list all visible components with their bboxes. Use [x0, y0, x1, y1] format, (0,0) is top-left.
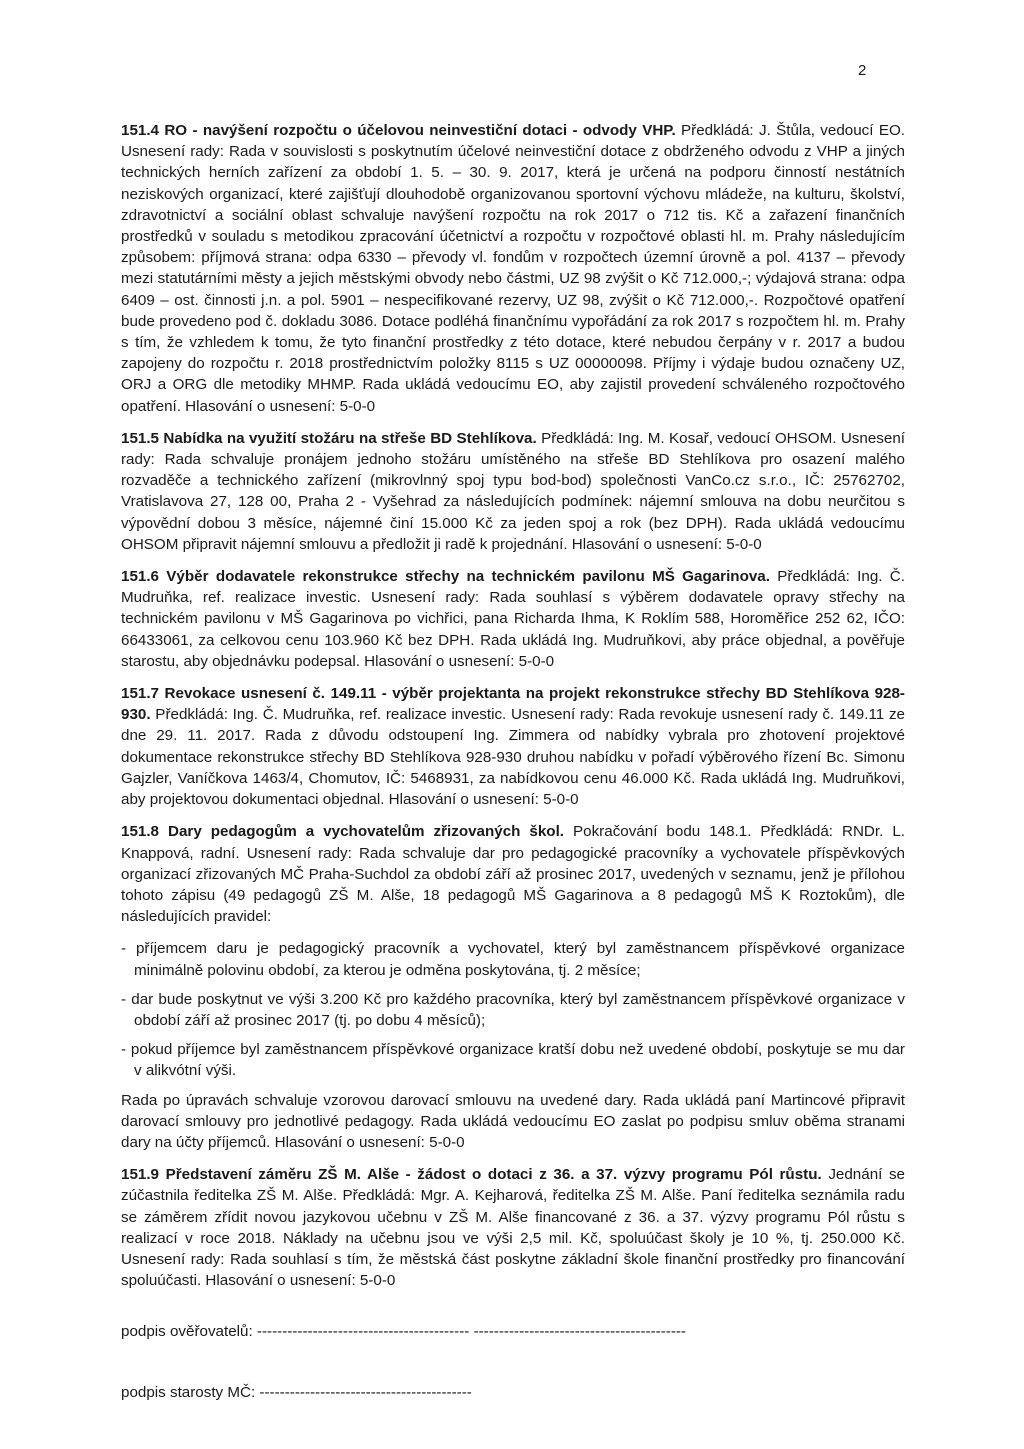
section-heading: 151.6 Výběr dodavatele rekonstrukce střechy na technickém pavilonu MŠ Gagarinova.: [121, 568, 770, 586]
section-body: Předkládá: Ing. Č. Mudruňka, ref. realizace investic. Usnesení rady: Rada revokuje usnesení rady č. 149.11 ze dne 29. 11. 2017. Rada z důvodu odstoupení Ing. Zimmera od nabídky vybrala pro zhotovení projektové dokumentace rekonstrukce střechy BD Stehlíkova 928-930 druhou nabídku v pořadí výběrového řízení Bc. Simonu Gajzler, Vaníčkova 1463/4, Chomutov, IČ: 5468931, za nabídkovou cenu 46.000 Kč. Rada ukládá Ing. Mudruňkovi, aby projektovou dokumentaci objednal. Hlasování o usnesení: 5-0-0: [121, 706, 905, 809]
page-number: 2: [858, 62, 867, 79]
section-heading: 151.4 RO - navýšení rozpočtu o účelovou neinvestiční dotaci - odvody VHP.: [121, 122, 676, 139]
list-item: - příjemcem daru je pedagogický pracovník a vychovatel, který byl zaměstnancem příspěvkové organizace minimálně polovinu období, za kterou je odměna poskytována, tj. 2 měsíce;: [121, 940, 905, 979]
section-body: Předkládá: J. Štůla, vedoucí EO. Usnesení rady: Rada v souvislosti s poskytnutím účelové neinvestiční dotace z obdrženého odvodu z VHP a jiných technických herních zařízení za období 1. 5. – 30. 9. 2017, která je určená na podporu činností nestátních neziskových organizací, které zajišťují dlouhodobě organizovanou sportovní výchovu mládeže, na kulturu, školství, zdravotnictví a sociální oblast schvaluje navýšení rozpočtu na rok 2017 o 712 tis. Kč a zařazení finančních prostředků v souladu s metodikou zpracování účetnictví a rozpočtu v rozpočtové oblasti hl. m. Prahy následujícím způsobem: příjmová strana: odpa 6330 – převody vl. fondům v rozpočtech územní úrovně a pol. 4137 – převody mezi statutárními městy a jejich městskými obvody nebo částmi, UZ 98 zvýšit o Kč 712.000,-; výdajová strana: odpa 6409 – ost. činnosti j.n. a pol. 5901 – nespecifikované rezervy, UZ 98, zvýšit o Kč 712.000,-. Rozpočtové opatření bude provedeno pod č. dokladu 3086. Dotace podléhá finančnímu vypořádání za rok 2017 s rozpočtem hl. m. Prahy s tím, že vzhledem k tomu, že tyto finanční prostředky z této dotace, které nebudou čerpány v r. 2017 a budou zapojeny do rozpočtu r. 2018 prostřednictvím položky 8115 s UZ 00000098. Příjmy i výdaje budou označeny UZ, ORJ a ORG dle metodiky MHMP. Rada ukládá vedoucímu EO, aby zajistil provedení schváleného rozpočtového opatření. Hlasování o usnesení: 5-0-0: [121, 122, 905, 415]
minutes-content: [121, 120, 905, 1302]
section-151-9: [121, 1164, 905, 1291]
section-body: Jednání se zúčastnila ředitelka ZŠ M. Alše. Předkládá: Mgr. A. Kejharová, ředitelka ZŠ M. Alše. Paní ředitelka seznámila radu se záměrem zřídit novou jazykovou učebnu v ZŠ M. Alše financované z 36. a 37. výzvy programu Pól růstu s realizací v roce 2018. Náklady na učebnu jsou ve výši 2,5 mil. Kč, spoluúčast školy je 10 %, tj. 250.000 Kč. Usnesení rady: Rada souhlasí s tím, že městská část poskytne základní škole finanční prostředky pro financování spoluúčasti. Hlasování o usnesení: 5-0-0: [121, 1166, 905, 1290]
section-151-4: [121, 120, 905, 417]
section-151-8-closing: Rada po úpravách schvaluje vzorovou darovací smlouvu na uvedené dary. Rada ukládá paní Martincové připravit darovací smlouvy pro jednotlivé pedagogy. Rada ukládá vedoucímu EO zaslat po podpisu smluv oběma stranami dary na účty příjemců. Hlasování o usnesení: 5-0-0: [121, 1091, 905, 1151]
section-heading: 151.7 Revokace usnesení č. 149.11 - výběr projektanta na projekt rekonstrukce střechy BD Stehlíkova 928-930.: [121, 685, 905, 724]
section-151-5: [121, 428, 905, 555]
section-heading: 151.9 Představení záměru ZŠ M. Alše - žádost o dotaci z 36. a 37. výzvy programu Pól růstu.: [121, 1166, 822, 1184]
section-heading: 151.5 Nabídka na využití stožáru na střeše BD Stehlíkova.: [121, 429, 537, 447]
section-body: Předkládá: Ing. Č. Mudruňka, ref. realizace investic. Usnesení rady: Rada souhlasí s výběrem dodavatele opravy střechy na technickém pavilonu v MŠ Gagarinova po vichřici, pana Richarda Ihma, K Roklím 588, Horoměřice 252 62, IČO: 66433061, za celkovou cenu 103.960 Kč bez DPH. Rada ukládá Ing. Mudruňkovi, aby práce objednal, a pověřuje starostu, aby objednávku podepsal. Hlasování o usnesení: 5-0-0: [121, 568, 905, 670]
section-heading: 151.8 Dary pedagogům a vychovatelům zřizovaných škol.: [121, 823, 565, 841]
verifiers-signature-line: podpis ověřovatelů: ------------------------------------------ ------------------------------------------: [121, 1323, 686, 1340]
list-item: - dar bude poskytnut ve výši 3.200 Kč pro každého pracovníka, který byl zaměstnancem příspěvkové organizace v období září až prosinec 2017 (tj. po dobu 4 měsíců);: [121, 990, 905, 1029]
mayor-signature-line: podpis starosty MČ: ------------------------------------------: [121, 1384, 472, 1401]
section-body: Předkládá: Ing. M. Kosař, vedoucí OHSOM. Usnesení rady: Rada schvaluje pronájem jednoho stožáru umístěného na střeše BD Stehlíkova pro osazení malého rozvaděče a technického zařízení (mikrovlnný spoj typu bod-bod) společnosti VanCo.cz s.r.o., IČ: 25762702, Vratislavova 27, 128 00, Praha 2 - Vyšehrad za následujících podmínek: nájemní smlouva na dobu neurčitou s výpovědní dobou 3 měsíce, nájemné činí 15.000 Kč za jeden spoj a rok (bez DPH). Rada ukládá vedoucímu OHSOM připravit nájemní smlouvu a předložit ji radě k projednání. Hlasování o usnesení: 5-0-0: [121, 429, 905, 553]
section-151-6: [121, 566, 905, 672]
list-item: - pokud příjemce byl zaměstnancem příspěvkové organizace kratší dobu než uvedené období, poskytuje se mu dar v alikvótní výši.: [121, 1041, 905, 1080]
section-151-7: [121, 683, 905, 810]
section-body: Pokračování bodu 148.1. Předkládá: RNDr. L. Knappová, radní. Usnesení rady: Rada schvaluje dar pro pedagogické pracovníky a vychovatele příspěvkových organizací zřizovaných MČ Praha-Suchdol za období září až prosinec 2017, uvedených v seznamu, jenž je přílohou tohoto zápisu (49 pedagogů ZŠ M. Alše, 18 pedagogů MŠ Gagarinova a 8 pedagogů MŠ K Roztokům), dle následujících pravidel:: [121, 823, 905, 926]
section-151-8: [121, 821, 905, 927]
